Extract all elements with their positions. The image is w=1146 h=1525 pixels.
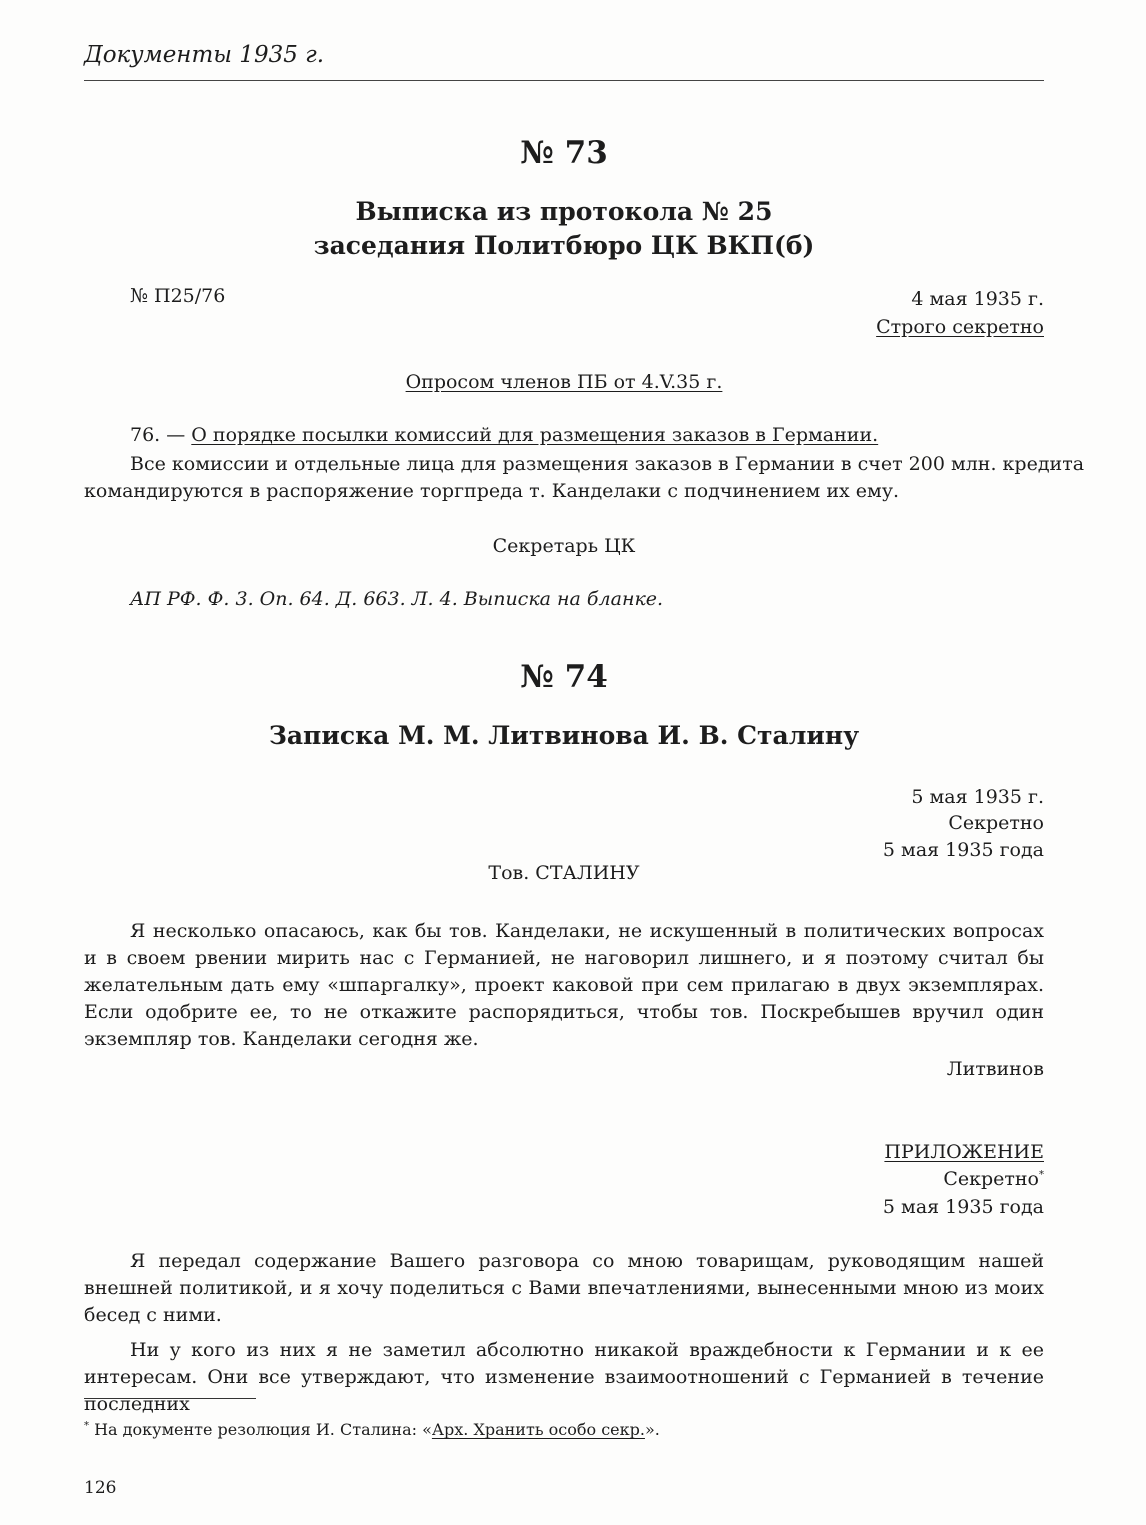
doc73-item <box>130 424 878 446</box>
doc74-paragraph-container <box>84 918 1044 1053</box>
doc73-title-line2: заседания Политбюро ЦК ВКП(б) <box>313 231 815 260</box>
appendix-body <box>84 1248 1044 1418</box>
doc74-signature: Литвинов <box>946 1058 1044 1080</box>
doc74-addressee: Тов. СТАЛИНУ <box>488 862 640 884</box>
doc74-date: 5 мая 1935 г. <box>911 786 1044 808</box>
doc73-signature: Секретарь ЦК <box>492 535 636 557</box>
appendix-classification: Секретно <box>943 1168 1039 1190</box>
footnote-text-after: ». <box>644 1420 660 1439</box>
doc73-number: № 73 <box>520 135 608 171</box>
doc74-classification: Секретно <box>948 812 1044 834</box>
running-header: Документы 1935 г. <box>84 42 325 68</box>
doc73-poll-note: Опросом членов ПБ от 4.V.35 г. <box>405 371 723 393</box>
appendix-label: ПРИЛОЖЕНИЕ <box>884 1141 1044 1163</box>
doc73-item-title: О порядке посылки комиссий для размещения заказов в Германии. <box>191 424 879 446</box>
footnote-text-before: На документе резолюция И. Сталина: « <box>89 1420 432 1439</box>
doc74-title: Записка М. М. Литвинова И. В. Сталину <box>268 721 860 750</box>
footnote <box>84 1420 660 1439</box>
doc74-date-2: 5 мая 1935 года <box>882 839 1044 861</box>
doc73-body-line2: командируются в распоряжение торгпреда т. Канделаки с подчинением их ему. <box>84 480 900 502</box>
doc74-number: № 74 <box>520 659 608 695</box>
doc73-item-prefix: 76. — <box>130 424 192 446</box>
page-number: 126 <box>84 1478 117 1498</box>
doc73-classification: Строго секретно <box>876 316 1044 338</box>
header-rule <box>84 80 1044 81</box>
doc73-body-line1: Все комиссии и отдельные лица для размещения заказов в Германии в счет 200 млн. кредита <box>130 453 1085 475</box>
footnote-resolution: Арх. Хранить особо секр. <box>431 1420 645 1439</box>
appendix-paragraph-1: Я передал содержание Вашего разговора со мною товарищам, руководящим нашей внешней политикой, и я хочу поделиться с Вами впечатлениями, вынесенными мною из моих бесед с ними. <box>84 1250 1044 1326</box>
appendix-paragraph-2: Ни у кого из них я не заметил абсолютно никакой враждебности к Германии и к ее интересам. Они все утверждают, что изменение взаимоотношений с Германией в течение последних <box>84 1339 1044 1415</box>
doc73-date: 4 мая 1935 г. <box>911 288 1044 310</box>
appendix-classification-line <box>943 1168 1044 1190</box>
doc73-reference: № П25/76 <box>130 285 226 307</box>
appendix-date: 5 мая 1935 года <box>882 1196 1044 1218</box>
footnote-rule <box>84 1398 256 1399</box>
doc73-source: АП РФ. Ф. 3. Оп. 64. Д. 663. Л. 4. Выписка на бланке. <box>130 588 664 610</box>
footnote-mark: * <box>84 1420 89 1432</box>
appendix-footnote-mark: * <box>1039 1169 1044 1181</box>
doc73-title-line1: Выписка из протокола № 25 <box>355 197 773 226</box>
doc74-paragraph: Я несколько опасаюсь, как бы тов. Канделаки, не искушенный в политических вопросах и в своем рвении мирить нас с Германией, не наговорил лишнего, и я поэтому считал бы желательным дать ему «шпаргалку», проект каковой при сем прилагаю в двух экземплярах. Если одобрите ее, то не откажите распорядиться, чтобы тов. Поскребышев вручил один экземпляр тов. Канделаки сегодня же. <box>84 920 1044 1050</box>
